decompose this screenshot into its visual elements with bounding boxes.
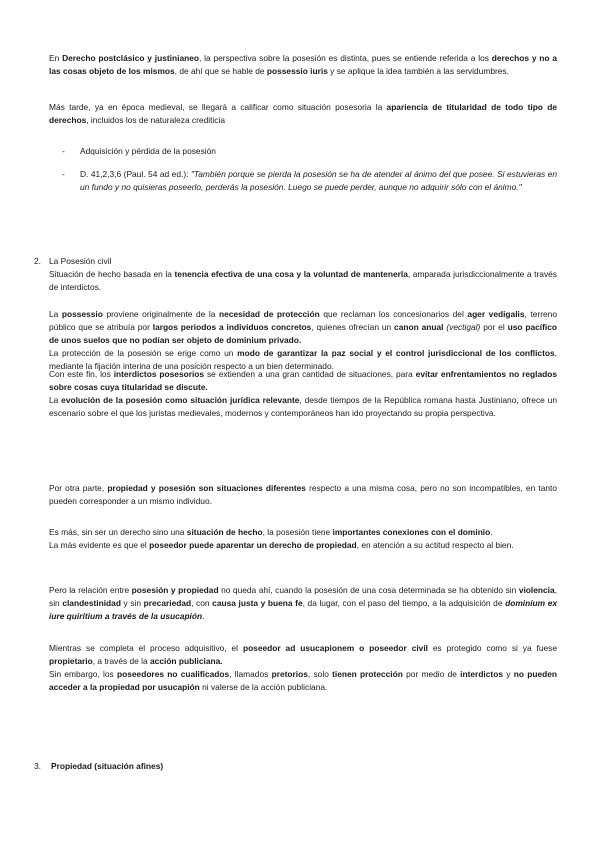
paragraph-usucapion: Pero la relación entre posesión y propiedad no queda ahí, cuando la posesión de una cosa determinada se ha obtenido sin violencia, sin clandestinidad y sin precariedad, con causa justa y buena fe, da lugar, con el paso del tiempo, a la adquisición de dominium ex iure quiritium a través de la usucapión. [49,585,558,621]
section-title-propiedad: Propiedad (situación afines) [51,761,164,771]
section-number: 3. [34,761,41,771]
paragraph-interdicts: Con este fin, los interdictos posesorios se extienden a una gran cantidad de situaciones, para evitar enfrentamientos no reglados sobre cosas cuya titularidad se discute. La evolución de la posesión como situación jurídica relevante, desde tiempos de la República romana hasta Justiniano, ofrece un escenario sobre el que los juristas medievales, modernos y contemporáneos han ido proyectando su propia perspectiva. [49,369,558,418]
paragraph-property-vs-possession: Por otra parte, propiedad y posesión son situaciones diferentes respecto a una misma cosa, pero no son incompatibles, en tanto pueden corresponder a un mismo individuo. [49,483,557,506]
bullet-digest-quote: D. 41,2,3,6 (Paul. 54 ad ed.): "También porque se pierda la posesión se ha de atender al ánimo del que posee. Si estuvieras en un fundo y no quisieras poseerlo, perderás la posesión. Luego se puede perder, aunque no adquirir sólo con el ánimo." [80,169,558,192]
bullet-dash: - [62,169,65,179]
paragraph-postclassical: En Derecho postclásico y justinianeo, la perspectiva sobre la posesión es distinta, pues se entiende referida a los derechos y no a las cosas objeto de los mismos, de ahí que se hable de possessio iuris y se aplique la idea también a las servidumbres. [49,53,558,76]
paragraph-situation-of-fact: Es más, sin ser un derecho sino una situación de hecho, la posesión tiene importantes conexiones con el dominio. La más evidente es que el poseedor puede aparentar un derecho de propiedad, en atención a su actitud respecto al bien. [49,527,514,550]
paragraph-medieval: Más tarde, ya en época medieval, se llegará a calificar como situación posesoria la apariencia de titularidad de todo tipo de derechos, incluidos los de naturaleza crediticia [49,102,557,125]
section-title-posesion-civil: La Posesión civil [49,256,112,266]
paragraph-possessio-origin: La possessio proviene originalmente de la necesidad de protección que reclaman los concesionarios del ager vedigalis, terreno público que se atribuía por largos periodos a individuos concretos, quienes ofrecían un canon anual (vectigal) por el uso pacífico de unos suelos que no podían ser objeto de dominium privado. La protección de la posesión se erige como un modo de garantizar la paz social y el control jurisdiccional de los conflictos, mediante la fijación interina de una posición respecto a un bien determinado. [49,309,557,371]
section-number: 2. [34,256,41,266]
paragraph-definition: Situación de hecho basada en la tenencia efectiva de una cosa y la voluntad de mantenerla, amparada jurisdiccionalmente a través de interdictos. [49,269,557,292]
paragraph-civil-possessor: Mientras se completa el proceso adquisitivo, el poseedor ad usucapionem o poseedor civil es protegido como si ya fuese propietario, a través de la acción publiciana. Sin embargo, los poseedores no cualificados, llamados pretorios, solo tienen protección por medio de interdictos y no pueden acceder a la propiedad por usucapión ni valerse de la acción publiciana. [49,643,558,692]
bullet-acquisition-loss: Adquisición y pérdida de la posesión [80,146,216,156]
bullet-dash: - [62,146,65,156]
